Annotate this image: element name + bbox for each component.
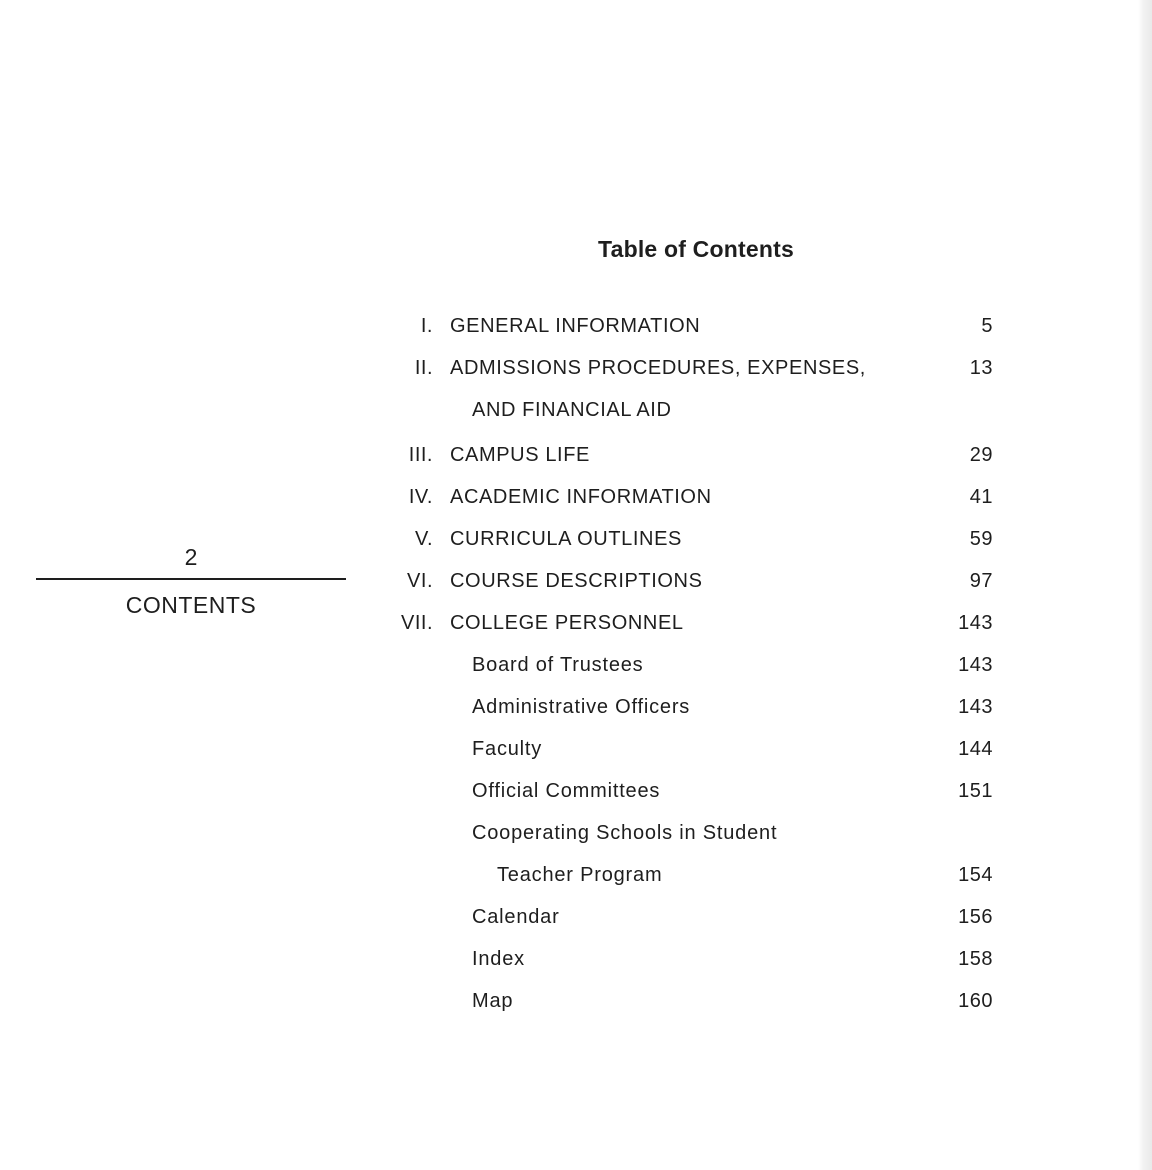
toc-page: 13: [969, 357, 993, 379]
toc-subentry-official-committees[interactable]: [395, 771, 1005, 813]
toc-page: 143: [958, 654, 993, 676]
toc-entry-college-personnel[interactable]: [395, 603, 1005, 645]
toc-page: 154: [958, 864, 993, 886]
toc-page: 5: [981, 315, 993, 337]
toc-numeral: VI.: [407, 570, 433, 592]
toc-label: Cooperating Schools in Student: [472, 822, 778, 844]
toc-subentry-calendar[interactable]: [395, 897, 1005, 939]
toc-numeral: VII.: [400, 612, 433, 634]
toc-label: Calendar: [472, 906, 560, 928]
toc-label: ACADEMIC INFORMATION: [450, 486, 712, 508]
toc-page: 41: [969, 486, 993, 508]
toc-subentry-faculty[interactable]: [395, 729, 1005, 771]
toc-label: COURSE DESCRIPTIONS: [450, 570, 703, 592]
toc-subentry-board-of-trustees[interactable]: [395, 645, 1005, 687]
toc-label: Map: [472, 990, 514, 1012]
toc-page: 143: [958, 612, 993, 634]
toc-label: Faculty: [472, 738, 543, 760]
toc-subentry-administrative-officers[interactable]: [395, 687, 1005, 729]
toc-label: GENERAL INFORMATION: [450, 315, 701, 337]
toc-numeral: III.: [408, 444, 433, 466]
page-edge-shadow: [1138, 0, 1152, 1170]
section-title: CONTENTS: [125, 592, 257, 618]
toc-label: Administrative Officers: [472, 696, 691, 718]
toc-label: Board of Trustees: [472, 654, 644, 676]
toc-label: Official Committees: [472, 780, 661, 802]
toc-entry-academic-information[interactable]: [395, 477, 1005, 519]
toc-page: 143: [958, 696, 993, 718]
toc-page: 97: [969, 570, 993, 592]
toc-label: Index: [472, 948, 525, 970]
toc-entry-curricula-outlines[interactable]: [395, 519, 1005, 561]
toc-page: 144: [958, 738, 993, 760]
toc-entry-campus-life[interactable]: [395, 435, 1005, 477]
toc-page: 158: [958, 948, 993, 970]
toc-heading: Table of Contents: [598, 236, 794, 262]
toc-page: 29: [969, 444, 993, 466]
toc-entry-course-descriptions[interactable]: [395, 561, 1005, 603]
toc-label: Teacher Program: [497, 864, 663, 886]
toc-list: [395, 306, 1005, 1023]
toc-page: 151: [958, 780, 993, 802]
section-divider: [36, 578, 346, 580]
section-marker: [36, 540, 346, 622]
page-number: 2: [184, 544, 198, 570]
toc-entry-admissions[interactable]: [395, 348, 1005, 390]
toc-numeral: V.: [414, 528, 433, 550]
toc-numeral: II.: [414, 357, 433, 379]
toc-subentry-map[interactable]: [395, 981, 1005, 1023]
toc-subentry-index[interactable]: [395, 939, 1005, 981]
toc-subentry-cooperating-schools: [395, 813, 1005, 855]
toc-label: CURRICULA OUTLINES: [450, 528, 682, 550]
toc-label: COLLEGE PERSONNEL: [450, 612, 684, 634]
toc-numeral: I.: [420, 315, 433, 337]
toc-label: CAMPUS LIFE: [450, 444, 590, 466]
toc-entry-admissions-continued: [395, 390, 1005, 435]
toc-page: 156: [958, 906, 993, 928]
toc-page: 59: [969, 528, 993, 550]
toc-subentry-teacher-program[interactable]: [395, 855, 1005, 897]
toc-entry-general-information[interactable]: [395, 306, 1005, 348]
toc-label: AND FINANCIAL AID: [472, 399, 672, 421]
toc-label: ADMISSIONS PROCEDURES, EXPENSES,: [450, 357, 866, 379]
toc-page: 160: [958, 990, 993, 1012]
toc-numeral: IV.: [408, 486, 433, 508]
